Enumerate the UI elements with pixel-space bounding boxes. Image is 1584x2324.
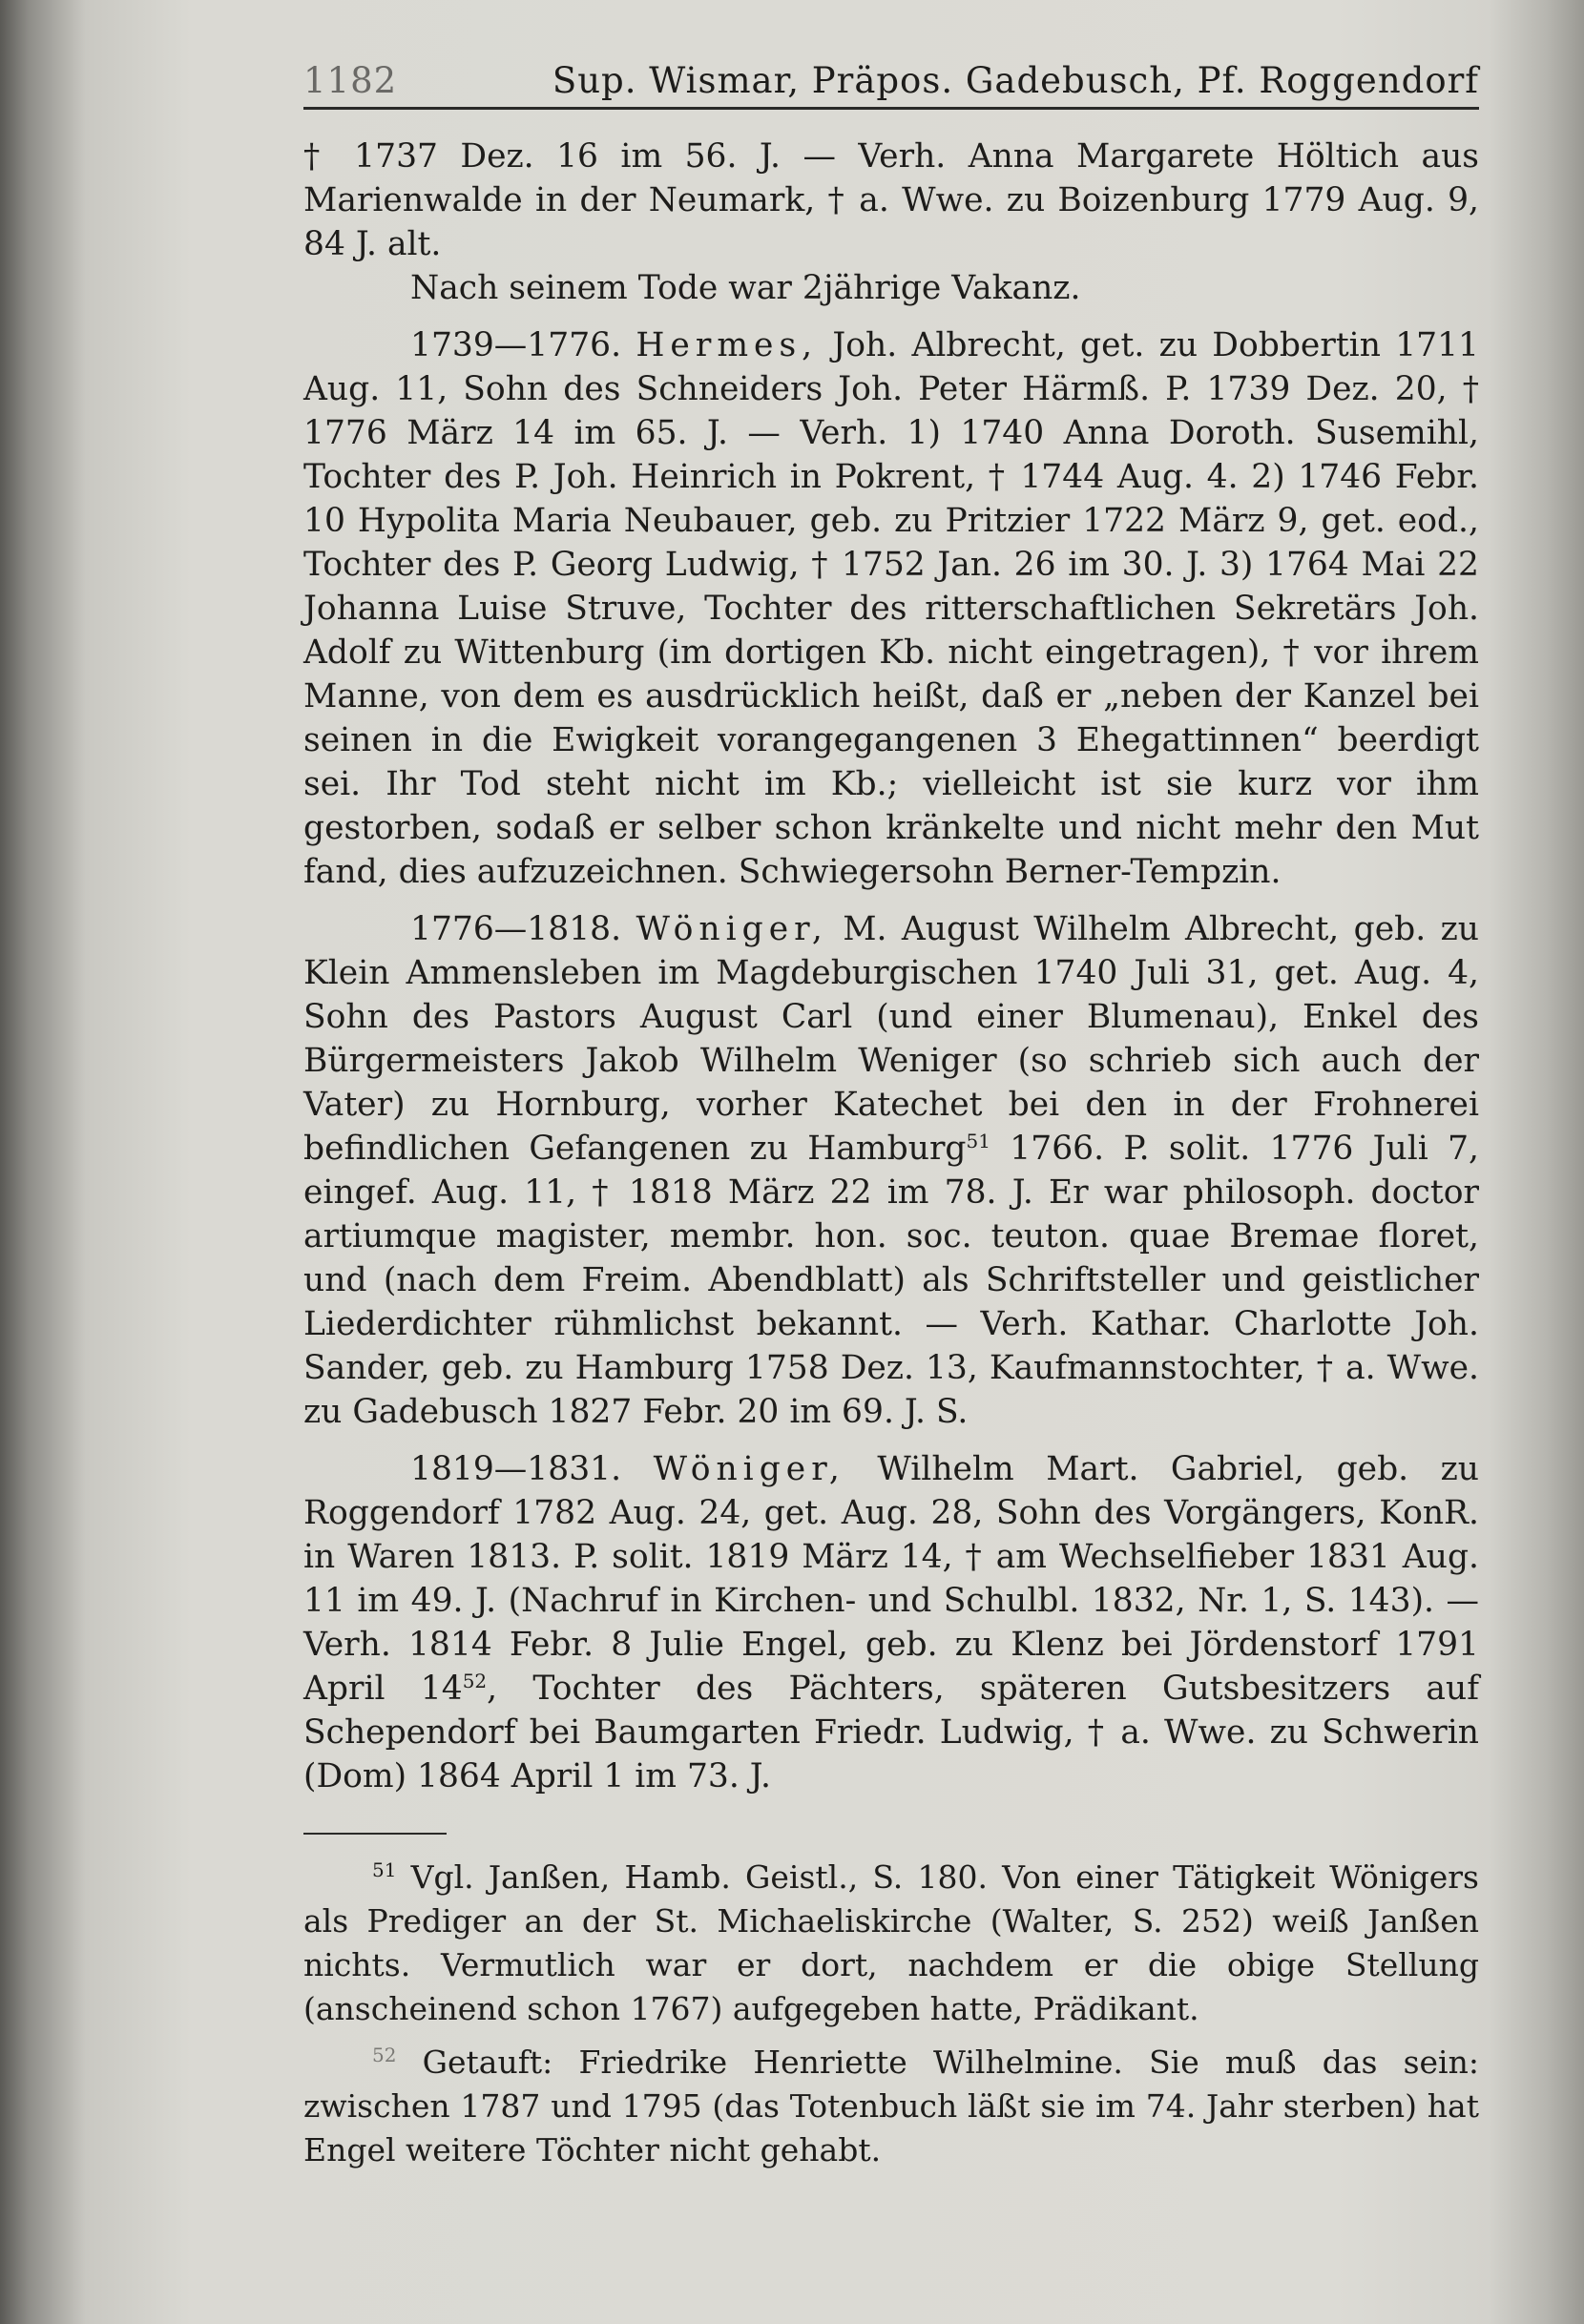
paragraph-vacancy: Nach seinem Tode war 2jährige Vakanz. xyxy=(410,269,1081,307)
entry-text: Joh. Albrecht, get. zu Dobbertin 1711 Aug. 11, Sohn des Schneiders Joh. Peter Härmß. P. 1739 Dez. 20, † 1776 März 14 im 65. J. — Verh. 1) 1740 Anna Doroth. Susemihl, Tochter des P. Joh. Heinrich in Pokrent, † 1744 Aug. 4. 2) 1746 Febr. 10 Hypolita Maria Neubauer, geb. zu Pritzier 1722 März 9, get. eod., Tochter des P. Georg Ludwig, † 1752 Jan. 26 im 30. J. 3) 1764 Mai 22 Johanna Luise Struve, Tochter des ritterschaftlichen Sekretärs Joh. Adolf zu Wittenburg (im dortigen Kb. nicht eingetragen), † vor ihrem Manne, von dem es ausdrücklich heißt, daß er „neben der Kanzel bei seinen in die Ewigkeit vorangegangenen 3 Ehegattinnen“ beerdigt sei. Ihr Tod steht nicht im Kb.; vielleicht ist sie kurz vor ihm gestorben, sodaß er selber schon kränkelte und nicht mehr den Mut fand, dies aufzuzeichnen. Schwiegersohn Berner-Tempzin. xyxy=(303,326,1479,891)
footnote-ref: 51 xyxy=(966,1130,990,1152)
entry-years: 1819—1831. xyxy=(410,1450,622,1488)
footnotes xyxy=(303,1856,1479,2172)
entry-years: 1739—1776. xyxy=(410,326,622,364)
footnote-text: Getauft: Friedrike Henriette Wilhelmine. Sie muß das sein: zwischen 1787 und 1795 (das Totenbuch läßt sie im 74. Jahr sterben) hat Engel weitere Töchter nicht gehabt. xyxy=(303,2044,1479,2168)
entry-text: , Tochter des Pächters, späteren Gutsbesitzers auf Schependorf bei Baumgarten Friedr. Ludwig, † a. Wwe. zu Schwerin (Dom) 1864 April 1 im 73. J. xyxy=(303,1670,1479,1795)
footnote-number: 51 xyxy=(372,1858,397,1881)
entry-name: Wöniger, xyxy=(653,1450,845,1488)
footnote-divider xyxy=(303,1833,447,1835)
paragraph-continuation: † 1737 Dez. 16 im 56. J. — Verh. Anna Margarete Höltich aus Marienwalde in der Neumark, † a. Wwe. zu Boizenburg 1779 Aug. 9, 84 J. alt. xyxy=(303,137,1479,263)
entry-years: 1776—1818. xyxy=(410,910,622,948)
entry-woeniger-1 xyxy=(303,907,1479,1434)
entry-text: Wilhelm Mart. Gabriel, geb. zu Roggendorf 1782 Aug. 24, get. Aug. 28, Sohn des Vorgängers, KonR. in Waren 1813. P. solit. 1819 März 14, † am Wechselfieber 1831 Aug. 11 im 49. J. (Nachruf in Kirchen- und Schulbl. 1832, Nr. 1, S. 143). — Verh. 1814 Febr. 8 Julie Engel, geb. zu Klenz bei Jördenstorf 1791 April 14 xyxy=(303,1450,1480,1708)
footnote-text: Vgl. Janßen, Hamb. Geistl., S. 180. Von einer Tätigkeit Wönigers als Prediger an der St. Michaeliskirche (Walter, S. 252) weiß Janßen nichts. Vermutlich war er dort, nachdem er die obige Stellung (anscheinend schon 1767) aufgegeben hatte, Prädikant. xyxy=(303,1858,1479,2027)
footnote xyxy=(303,1856,1479,2031)
entry-text: M. August Wilhelm Albrecht, geb. zu Klein Ammensleben im Magdeburgischen 1740 Juli 31, get. Aug. 4, Sohn des Pastors August Carl (und einer Blumenau), Enkel des Bürgermeisters Jakob Wilhelm Weniger (so schrieb sich auch der Vater) zu Hornburg, vorher Katechet bei den in der Frohnerei befindlichen Gefangenen zu Hamburg xyxy=(303,910,1479,1168)
entry-woeniger-2 xyxy=(303,1447,1479,1798)
footnote-number: 52 xyxy=(372,2044,397,2066)
entry-text: 1766. P. solit. 1776 Juli 7, eingef. Aug. 11, † 1818 März 22 im 78. J. Er war philosoph. doctor artiumque magister, membr. hon. soc. teuton. quae Bremae floret, und (nach dem Freim. Abendblatt) als Schriftsteller und geistlicher Liederdichter rühmlichst bekannt. — Verh. Kathar. Charlotte Joh. Sander, geb. zu Hamburg 1758 Dez. 13, Kaufmannstochter, † a. Wwe. zu Gadebusch 1827 Febr. 20 im 69. J. S. xyxy=(303,1130,1479,1431)
text-block xyxy=(303,59,1479,2172)
footnote-ref: 52 xyxy=(462,1670,488,1692)
entry-name: Wöniger, xyxy=(636,910,828,948)
footnote xyxy=(303,2041,1479,2172)
entry-name: Hermes, xyxy=(636,326,819,364)
running-header xyxy=(303,59,1479,110)
entry-hermes xyxy=(303,323,1479,894)
running-title: Sup. Wismar, Präpos. Gadebusch, Pf. Roggendorf xyxy=(552,60,1479,101)
page-number: 1182 xyxy=(303,60,398,101)
